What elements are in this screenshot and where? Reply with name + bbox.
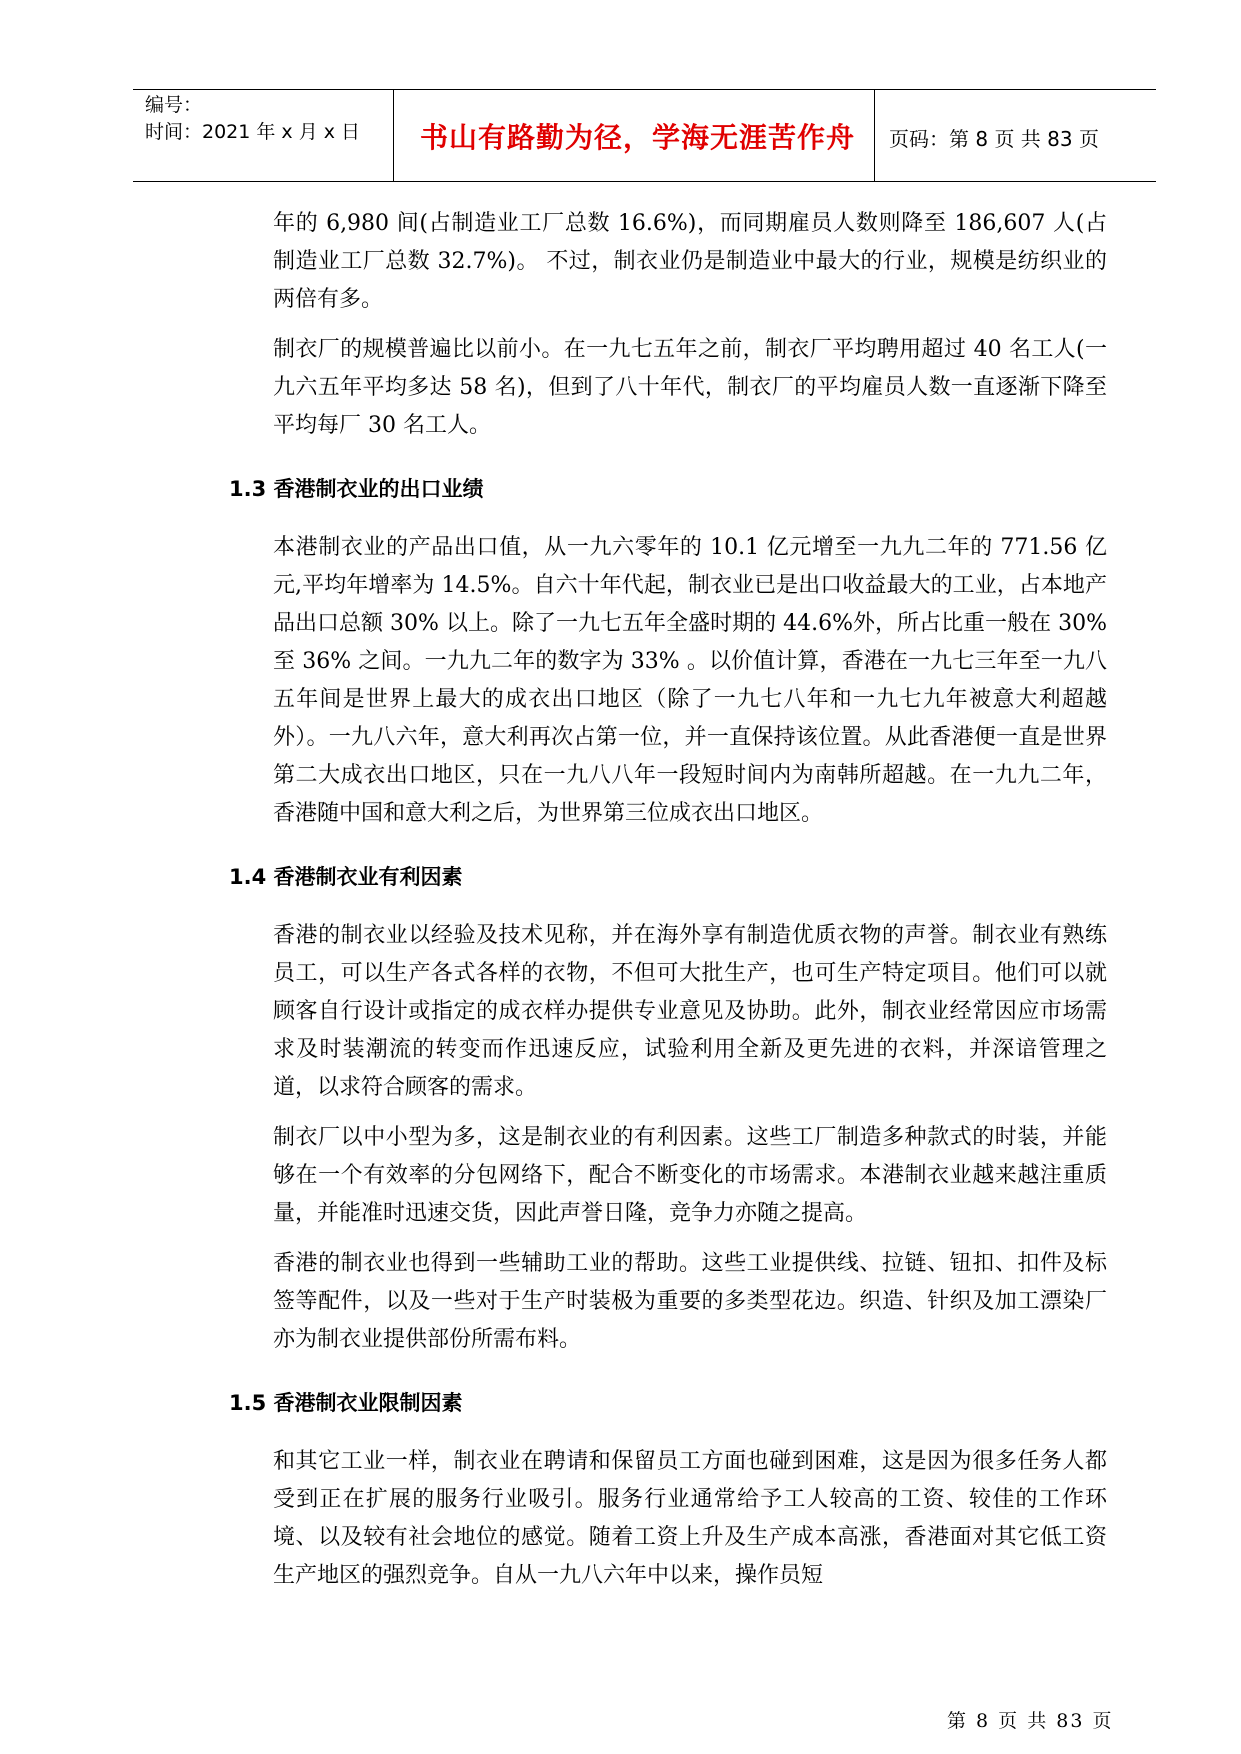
document-body <box>229 205 1107 1607</box>
header-page-cell <box>876 90 1156 181</box>
section-heading: 1.3 香港制衣业的出口业绩 <box>229 477 484 501</box>
page-header <box>133 89 1156 182</box>
document-time-label: 时间：2021 年 x 月 x 日 <box>145 121 361 143</box>
header-page-info: 页码：第 8 页 共 83 页 <box>889 127 1099 151</box>
header-motto: 书山有路勤为径，学海无涯苦作舟 <box>420 121 856 154</box>
paragraph: 香港的制衣业也得到一些辅助工业的帮助。这些工业提供线、拉链、钮扣、扣件及标签等配件，以及一些对于生产时装极为重要的多类型花边。织造、针织及加工漂染厂亦为制衣业提供部份所需布料。 <box>273 1251 1107 1352</box>
paragraph: 香港的制衣业以经验及技术见称，并在海外享有制造优质衣物的声誉。制衣业有熟练员工，可以生产各式各样的衣物，不但可大批生产，也可生产特定项目。他们可以就顾客自行设计或指定的成衣样办提供专业意见及协助。此外，制衣业经常因应市场需求及时装潮流的转变而作迅速反应，试验利用全新及更先进的衣料，并深谙管理之道，以求符合顾客的需求。 <box>273 923 1107 1100</box>
header-motto-cell <box>393 90 875 181</box>
paragraph: 和其它工业一样，制衣业在聘请和保留员工方面也碰到困难，这是因为很多任务人都受到正在扩展的服务行业吸引。服务行业通常给予工人较高的工资、较佳的工作环境、以及较有社会地位的感觉。随着工资上升及生产成本高涨，香港面对其它低工资生产地区的强烈竞争。自从一九八六年中以来，操作员短 <box>273 1449 1107 1588</box>
paragraph: 本港制衣业的产品出口值，从一九六零年的 10.1 亿元增至一九九二年的 771.56 亿元,平均年增率为 14.5%。自六十年代起，制衣业已是出口收益最大的工业，占本地产品出口总额 30% 以上。除了一九七五年全盛时期的 44.6%外，所占比重一般在 30%至 36% 之间。一九九二年的数字为 33% 。以价值计算，香港在一九七三年至一九八五年间是世界上最大的成衣出口地区（除了一九七八年和一九七九年被意大利超越外）。一九八六年，意大利再次占第一位，并一直保持该位置。从此香港便一直是世界第二大成衣出口地区，只在一九八八年一段短时间内为南韩所超越。在一九九二年，香港随中国和意大利之后，为世界第三位成衣出口地区。 <box>273 535 1107 826</box>
paragraph: 制衣厂的规模普遍比以前小。在一九七五年之前，制衣厂平均聘用超过 40 名工人(一九六五年平均多达 58 名)，但到了八十年代，制衣厂的平均雇员人数一直逐渐下降至平均每厂 30 名工人。 <box>273 337 1107 438</box>
section-heading: 1.5 香港制衣业限制因素 <box>229 1391 463 1415</box>
page-footer: 第 8 页 共 83 页 <box>947 1710 1114 1732</box>
paragraph: 年的 6,980 间(占制造业工厂总数 16.6%)，而同期雇员人数则降至 186,607 人(占制造业工厂总数 32.7%)。 不过，制衣业仍是制造业中最大的行业，规模是纺织业的两倍有多。 <box>273 211 1107 312</box>
paragraph: 制衣厂以中小型为多，这是制衣业的有利因素。这些工厂制造多种款式的时装，并能够在一个有效率的分包网络下，配合不断变化的市场需求。本港制衣业越来越注重质量，并能准时迅速交货，因此声誉日隆，竞争力亦随之提高。 <box>273 1125 1107 1226</box>
document-number-label: 编号： <box>145 94 203 116</box>
section-heading: 1.4 香港制衣业有利因素 <box>229 865 463 889</box>
